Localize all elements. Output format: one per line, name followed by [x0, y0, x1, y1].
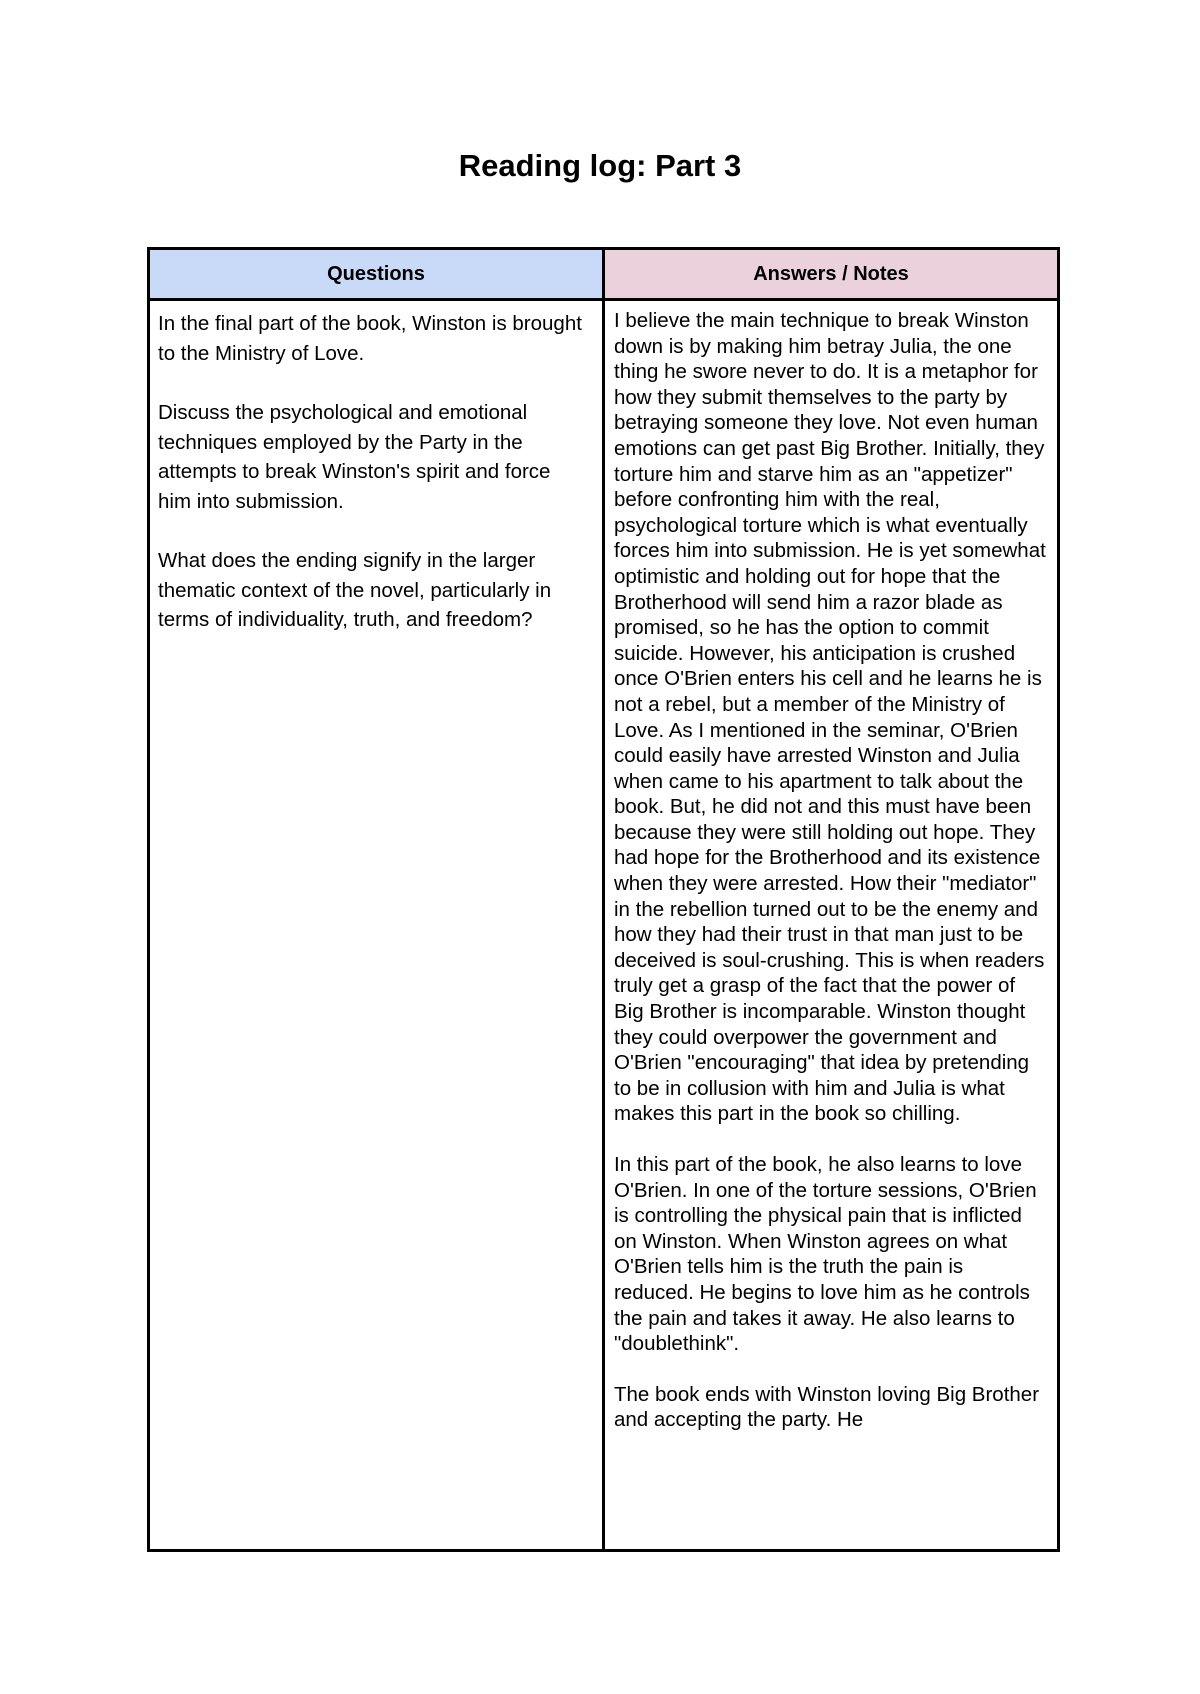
answer-paragraph: I believe the main technique to break Winston down is by making him betray Julia, the one thing he swore never to do. It is a metaphor for how they submit themselves to the party by betraying someone they love. Not even human emotions can get past Big Brother. Initially, they torture him and starve him as an "appetizer" before confronting him with the real, psychological torture which is what eventually forces him into submission. He is yet somewhat optimistic and holding out for hope that the Brotherhood will send him a razor blade as promised, so he has the option to commit suicide. However, his anticipation is crushed once O'Brien enters his cell and he learns he is not a rebel, but a member of the Ministry of Love. As I mentioned in the seminar, O'Brien could easily have arrested Winston and Julia when came to his apartment to talk about the book. But, he did not and this must have been because they were still holding out hope. They had hope for the Brotherhood and its existence when they were arrested. How their "mediator" in the rebellion turned out to be the enemy and how they had their trust in that man just to be deceived is soul-crushing. This is when readers truly get a grasp of the fact that the power of Big Brother is incomparable. Winston thought they could overpower the government and O'Brien "encouraging" that idea by pretending to be in collusion with him and Julia is what makes this part in the book so chilling.: [614, 309, 1046, 1126]
question-techniques: Discuss the psychological and emotional techniques employed by the Party in the attempts to break Winston's spirit and force him into submission.: [158, 401, 551, 513]
questions-cell: [150, 301, 602, 1549]
question-ending: What does the ending signify in the larger thematic context of the novel, particularly in terms of individuality, truth, and freedom?: [158, 549, 552, 631]
questions-header: Questions: [150, 250, 602, 298]
question-intro: In the final part of the book, Winston is brought to the Ministry of Love.: [158, 312, 582, 365]
answers-header: Answers / Notes: [605, 250, 1057, 298]
page-title: Reading log: Part 3: [458, 148, 742, 183]
answer-paragraph: The book ends with Winston loving Big Brother and accepting the party. He: [614, 1382, 1040, 1432]
answers-cell: [605, 301, 1057, 1549]
reading-log-table: [147, 247, 1060, 1552]
answer-paragraph: In this part of the book, he also learns to love O'Brien. In one of the torture sessions, O'Brien is controlling the physical pain that is inflicted on Winston. When Winston agrees on what O'Brien tells him is the truth the pain is reduced. He begins to love him as he controls the pain and takes it away. He also learns to "doublethink".: [614, 1153, 1037, 1356]
